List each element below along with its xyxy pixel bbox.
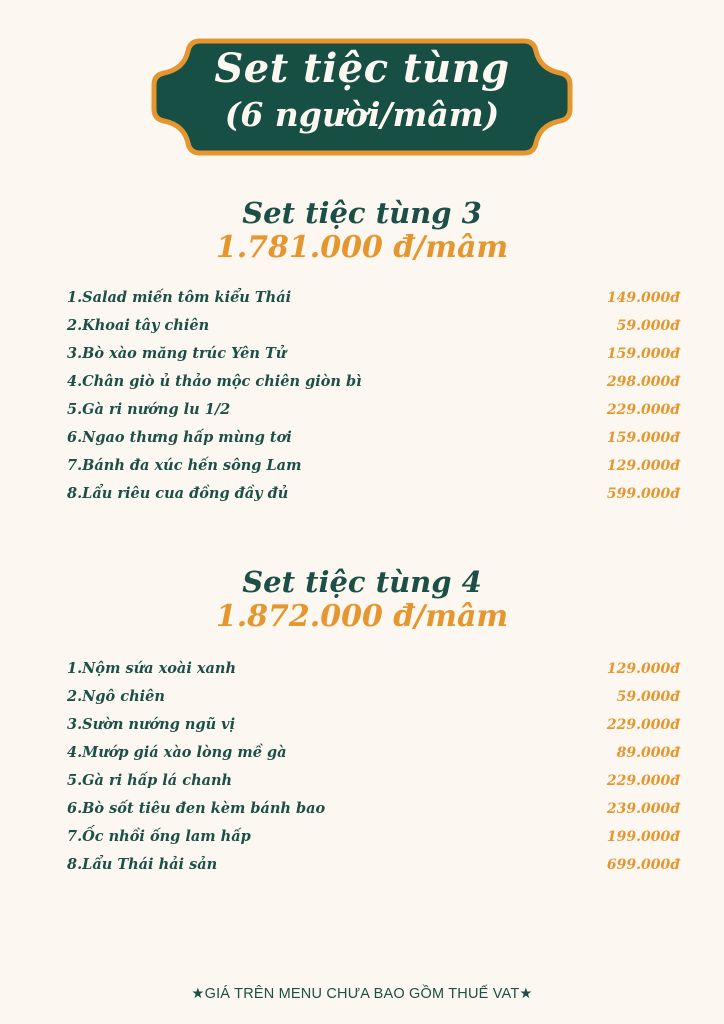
page-subtitle: (6 người/mâm) [224,95,500,134]
item-name: 1.Nộm sứa xoài xanh [67,660,236,677]
menu-item [67,823,680,851]
item-price: 59.000đ [616,318,680,334]
item-name: 4.Mướp giá xào lòng mề gà [67,744,287,761]
item-price: 159.000đ [606,430,680,446]
item-price: 229.000đ [606,402,680,418]
menu-item [67,655,680,683]
header-badge [148,35,576,159]
item-price: 89.000đ [616,745,680,761]
menu-item [67,767,680,795]
set-section-3 [0,196,724,266]
item-price: 699.000đ [606,857,680,873]
set-price: 1.781.000 đ/mâm [215,230,509,265]
item-name: 1.Salad miến tôm kiểu Thái [67,289,292,306]
menu-item [67,452,680,480]
item-name: 5.Gà ri hấp lá chanh [67,772,233,789]
item-name: 3.Bò xào măng trúc Yên Tử [67,345,287,362]
menu-item [67,711,680,739]
menu-item [67,284,680,312]
item-name: 4.Chân giò ủ thảo mộc chiên giòn bì [67,373,362,390]
vat-disclaimer: ★GIÁ TRÊN MENU CHƯA BAO GỒM THUẾ VAT★ [191,986,533,1002]
menu-item [67,396,680,424]
item-name: 7.Bánh đa xúc hến sông Lam [67,457,302,474]
menu-item [67,312,680,340]
menu-list-set-3 [67,284,680,508]
item-name: 8.Lẩu riêu cua đồng đầy đủ [67,485,289,502]
item-name: 5.Gà ri nướng lu 1/2 [67,401,231,418]
item-name: 3.Sườn nướng ngũ vị [67,716,236,733]
menu-item [67,368,680,396]
item-name: 2.Khoai tây chiên [67,317,210,334]
item-price: 149.000đ [606,290,680,306]
menu-item [67,683,680,711]
item-name: 2.Ngô chiên [67,688,165,705]
item-price: 229.000đ [606,773,680,789]
item-name: 6.Bò sốt tiêu đen kèm bánh bao [67,800,326,817]
item-price: 599.000đ [606,486,680,502]
item-name: 7.Ốc nhồi ống lam hấp [67,828,251,845]
menu-item [67,739,680,767]
item-price: 129.000đ [606,661,680,677]
menu-item [67,795,680,823]
set-section-4 [0,565,724,635]
menu-item [67,340,680,368]
menu-item [67,480,680,508]
item-name: 6.Ngao thưng hấp mùng tơi [67,429,292,446]
set-price: 1.872.000 đ/mâm [215,599,509,634]
menu-list-set-4 [67,655,680,879]
menu-item [67,424,680,452]
menu-item [67,851,680,879]
item-price: 298.000đ [606,374,680,390]
item-price: 239.000đ [606,801,680,817]
set-title: Set tiệc tùng 3 [242,196,482,230]
item-price: 199.000đ [606,829,680,845]
item-price: 129.000đ [606,458,680,474]
set-title: Set tiệc tùng 4 [242,565,482,599]
item-name: 8.Lẩu Thái hải sản [67,856,218,873]
item-price: 59.000đ [616,689,680,705]
item-price: 229.000đ [606,717,680,733]
item-price: 159.000đ [606,346,680,362]
page-title: Set tiệc tùng [214,45,510,92]
